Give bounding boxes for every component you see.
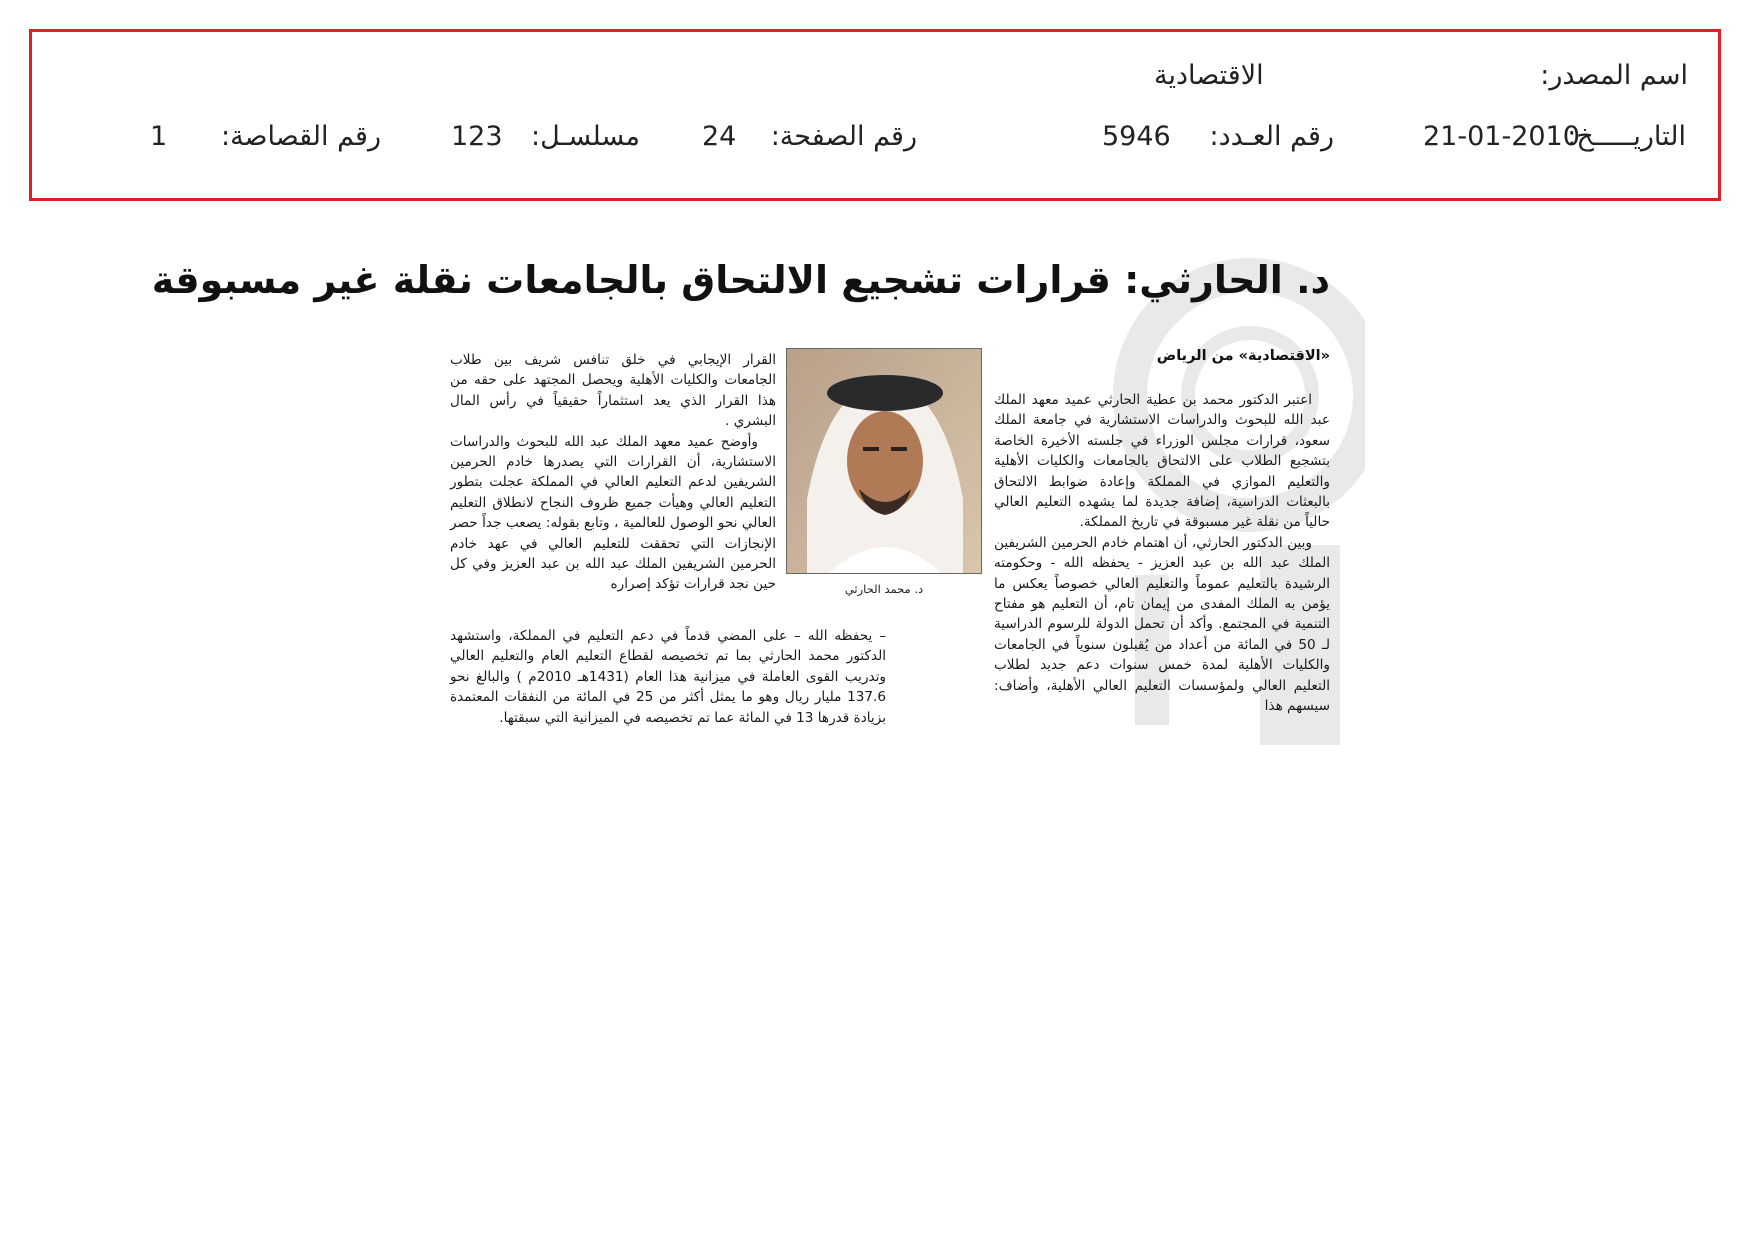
page-value: 24: [702, 121, 737, 152]
article-headline: د. الحارثي: قرارات تشجيع الالتحاق بالجامعات نقلة غير مسبوقة: [151, 258, 1330, 302]
issue-label: رقم العـدد:: [1209, 121, 1334, 152]
paragraph: القرار الإيجابي في خلق تنافس شريف بين طلاب الجامعات والكليات الأهلية ويحصل المجتهد على حقه من هذا القرار الذي يعد استثماراً حقيقياً في رأس المال البشري .: [450, 352, 776, 430]
article-column-right: [994, 390, 1330, 717]
issue-value: 5946: [1102, 121, 1171, 152]
portrait-image: [787, 349, 982, 574]
paragraph: اعتبر الدكتور محمد بن عطية الحارثي عميد معهد الملك عبد الله للبحوث والدراسات الاستشارية في جامعة الملك سعود، قرارات مجلس الوزراء في جلسته الأخيرة الخاصة بتشجيع الطلاب على الالتحاق بالجامعات والكليات الأهلية والتعليم الموازي في المملكة وإعادة ضوابط الالتحاق بالبعثات الدراسية، إضافة جديدة لما يشهده التعليم العالي حالياً من نقلة غير مسبوقة في تاريخ المملكة.: [994, 392, 1330, 531]
serial-value: 123: [451, 121, 503, 152]
photo-caption: د. محمد الحارثي: [844, 582, 924, 596]
clip-label: رقم القصاصة:: [220, 121, 381, 152]
source-value: الاقتصادية: [1154, 60, 1264, 91]
serial-label: مسلسـل:: [530, 121, 640, 152]
article-byline: «الاقتصادية» من الرياض: [1156, 348, 1330, 364]
date-label: التاريـــــخ:: [1567, 121, 1686, 152]
source-label: اسم المصدر:: [1540, 60, 1688, 91]
author-photo: [786, 348, 982, 574]
date-value: 21-01-2010: [1423, 121, 1580, 152]
paragraph: – يحفظه الله – على المضي قدماً في دعم التعليم في المملكة، واستشهد الدكتور محمد الحارثي بما تم تخصيصه لقطاع التعليم العام والتعليم العالي وتدريب القوى العاملة في ميزانية هذا العام (1431هـ 2010م ) والبالغ نحو 137.6 مليار ريال وهو ما يمثل أكثر من 25 في المائة من النفقات المعتمدة بزيادة قدرها 13 في المائة عما تم تخصيصه في الميزانية التي سبقتها.: [450, 628, 886, 726]
clip-value: 1: [150, 121, 168, 152]
page-label: رقم الصفحة:: [770, 121, 917, 152]
article-column-bottom: [450, 626, 886, 728]
paragraph: وأوضح عميد معهد الملك عبد الله للبحوث والدراسات الاستشارية، أن القرارات التي يصدرها خادم الحرمين الشريفين لدعم التعليم العالي في المملكة عجلت بتطور التعليم العالي وهيأت جميع ظروف النجاح لانطلاق التعليم العالي نحو الوصول للعالمية ، وتابع بقوله: يصعب جداً حصر الإنجازات التي تحققت للتعليم العالي في عهد خادم الحرمين الشريفين الملك عبد الله بن عبد العزيز وفي كل حين نجد قرارات تؤكد إصراره: [450, 433, 776, 593]
clipping-info-box: [29, 29, 1721, 201]
paragraph: وبين الدكتور الحارثي، أن اهتمام خادم الحرمين الشريفين الملك عبد الله بن عبد العزيز - يحفظه الله - وحكومته الرشيدة بالتعليم عموماً والتعليم العالي خصوصاً يعكس ما يؤمن به الملك المفدى من إيمان تام، أن التعليم هو مفتاح التنمية في المجتمع. وأكد أن تحمل الدولة للرسوم الدراسية لـ 50 في المائة من أعداد من يُقبلون سنوياً في الجامعات والكليات الأهلية لمدة خمس سنوات دعم جديد لطلاب التعليم العالي ولمؤسسات التعليم العالي الأهلية، وأضاف: سيسهم هذا: [994, 534, 1330, 715]
article-column-left: [450, 350, 776, 595]
